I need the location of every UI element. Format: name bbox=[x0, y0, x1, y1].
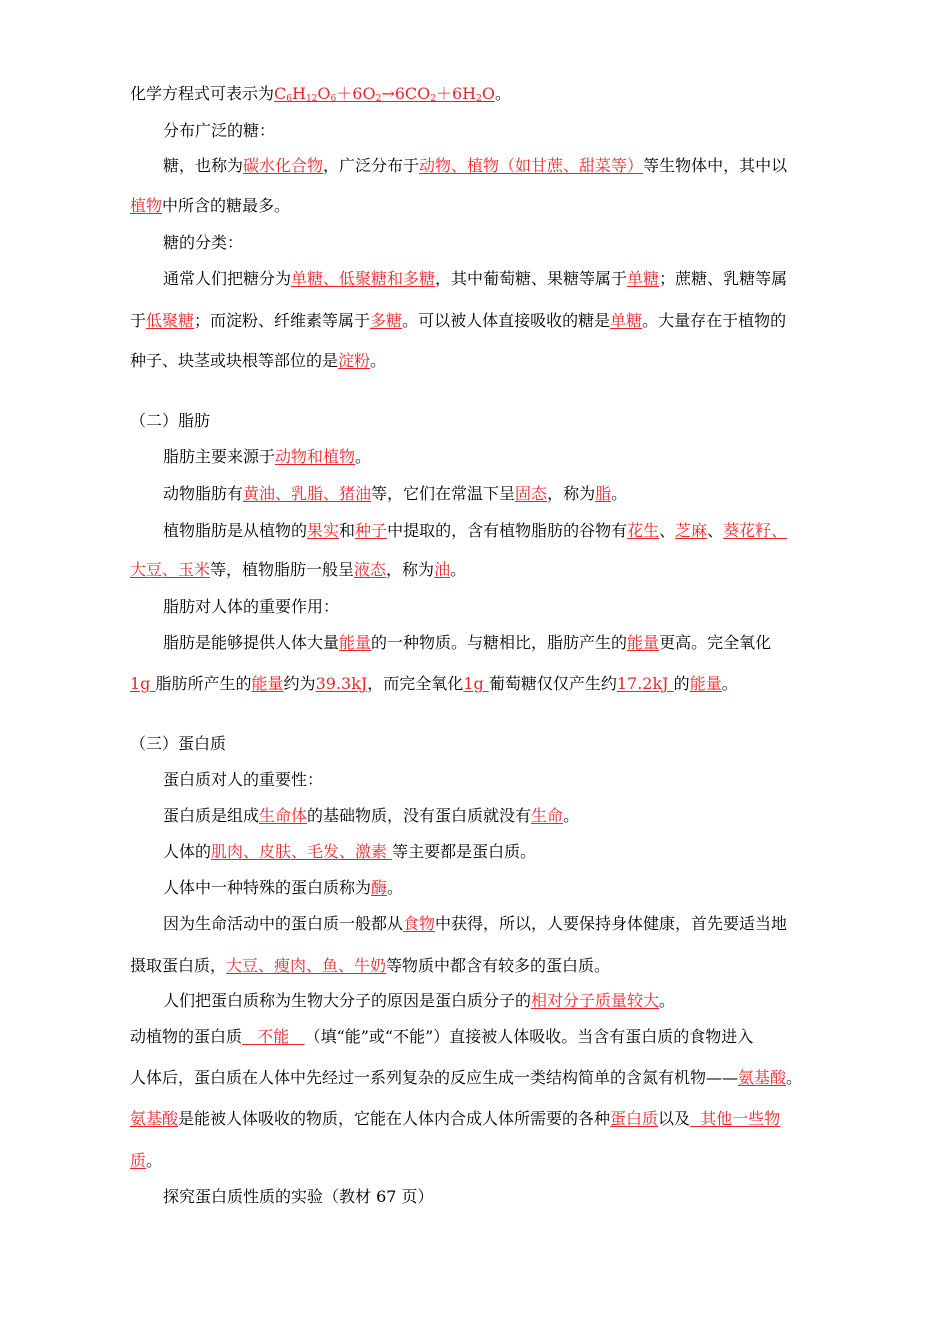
fat-role-title: 脂肪对人体的重要作用： bbox=[163, 597, 340, 616]
answer-blank: 淀粉 bbox=[338, 351, 371, 370]
answer-blank: 单糖 bbox=[627, 269, 660, 288]
answer-blank: 生命体 bbox=[259, 806, 308, 825]
fat-line-6: 1g 脂肪所产生的能量约为39.3kJ，而完全氧化1g 葡萄糖仅仅产生约17.2kJ 的能量。 bbox=[130, 674, 738, 693]
sugar-classification-line-3: 种子、块茎或块根等部位的是淀粉。 bbox=[130, 351, 387, 370]
fat-line-2: 动物脂肪有黄油、乳脂、猪油等，它们在常温下呈固态，称为脂。 bbox=[163, 484, 628, 503]
answer-blank: 种子 bbox=[355, 521, 388, 540]
answer-blank: 花生 bbox=[627, 521, 660, 540]
protein-line-1: 蛋白质是组成生命体的基础物质，没有蛋白质就没有生命。 bbox=[163, 806, 580, 825]
sugar-classification-line-1: 通常人们把糖分为单糖、低聚糖和多糖，其中葡萄糖、果糖等属于单糖；蔗糖、乳糖等属 bbox=[163, 269, 788, 288]
answer-blank: 1g bbox=[130, 674, 156, 693]
protein-line-2: 人体的肌肉、皮肤、毛发、激素 等主要都是蛋白质。 bbox=[163, 842, 537, 861]
answer-blank: 大豆、瘦肉、鱼、牛奶 bbox=[226, 956, 387, 975]
fat-line-4: 大豆、玉米等，植物脂肪一般呈液态，称为油。 bbox=[130, 560, 467, 579]
answer-blank: 油 bbox=[434, 560, 451, 579]
equation-prefix: 化学方程式可表示为 bbox=[130, 84, 275, 103]
answer-blank: 蛋白质 bbox=[610, 1109, 659, 1128]
chemical-equation: $C_6H_{12}O_6+6O_2\to 6CO_2+6H_2O$ bbox=[274, 84, 495, 104]
answer-blank: 氨基酸 bbox=[130, 1109, 179, 1128]
answer-blank: 相对分子质量较大 bbox=[531, 991, 660, 1010]
protein-line-8: 人体后，蛋白质在人体中先经过一系列复杂的反应生成一类结构简单的含氮有机物——氨基酸。 bbox=[130, 1068, 803, 1087]
answer-blank: 能量 bbox=[339, 633, 372, 652]
answer-blank: 多糖 bbox=[370, 311, 403, 330]
equation-line: 化学方程式可表示为$C_6H_{12}O_6+6O_2\to 6CO_2+6H_2O$。 bbox=[130, 84, 512, 104]
answer-blank: 单糖、低聚糖和多糖 bbox=[291, 269, 436, 288]
answer-blank: 能量 bbox=[251, 674, 284, 693]
answer-blank: 动物、植物（如甘蔗、甜菜等） bbox=[419, 156, 644, 175]
fat-heading: （二）脂肪 bbox=[130, 411, 211, 430]
answer-blank: 葵花籽、 bbox=[723, 521, 788, 540]
answer-blank: 单糖 bbox=[610, 311, 643, 330]
experiment-reference: 探究蛋白质性质的实验（教材 67 页） bbox=[163, 1187, 434, 1206]
answer-blank: 其他一些物 bbox=[700, 1109, 781, 1128]
answer-blank: 生命 bbox=[531, 806, 564, 825]
protein-line-4: 因为生命活动中的蛋白质一般都从食物中获得，所以，人要保持身体健康，首先要适当地 bbox=[163, 914, 788, 933]
answer-blank: 食物 bbox=[403, 914, 436, 933]
answer-blank: 碳水化合物 bbox=[243, 156, 324, 175]
answer-blank: 质 bbox=[130, 1151, 147, 1170]
protein-line-5: 摄取蛋白质，大豆、瘦肉、鱼、牛奶等物质中都含有较多的蛋白质。 bbox=[130, 956, 611, 975]
answer-blank: 芝麻 bbox=[675, 521, 708, 540]
protein-line-7: 动植物的蛋白质 不能 （填“能”或“不能”）直接被人体吸收。当含有蛋白质的食物进入 bbox=[130, 1027, 754, 1046]
answer-blank: 氨基酸 bbox=[738, 1068, 787, 1087]
answer-blank: 不能 bbox=[257, 1027, 290, 1046]
answer-blank: 能量 bbox=[689, 674, 722, 693]
answer-blank: 肌肉、皮肤、毛发、激素 bbox=[211, 842, 393, 861]
answer-blank: 脂 bbox=[595, 484, 612, 503]
answer-blank: 低聚糖 bbox=[146, 311, 195, 330]
sugar-distribution-line-1: 糖，也称为碳水化合物，广泛分布于动物、植物（如甘蔗、甜菜等）等生物体中，其中以 bbox=[163, 156, 788, 175]
answer-blank: 17.2kJ bbox=[616, 674, 674, 693]
answer-blank: 酶 bbox=[371, 878, 388, 897]
answer-blank: 动物和植物 bbox=[275, 447, 356, 466]
sugar-distribution-title: 分布广泛的糖： bbox=[163, 121, 276, 140]
protein-heading: （三）蛋白质 bbox=[130, 734, 227, 753]
fat-line-5: 脂肪是能够提供人体大量能量的一种物质。与糖相比，脂肪产生的能量更高。完全氧化 bbox=[163, 633, 772, 652]
answer-blank: 固态 bbox=[515, 484, 548, 503]
answer-blank: 植物 bbox=[130, 196, 163, 215]
sugar-classification-title: 糖的分类： bbox=[163, 233, 244, 252]
protein-line-10: 质。 bbox=[130, 1151, 163, 1170]
protein-line-3: 人体中一种特殊的蛋白质称为酶。 bbox=[163, 878, 404, 897]
answer-blank: 黄油、乳脂、猪油 bbox=[243, 484, 372, 503]
answer-blank: 果实 bbox=[307, 521, 340, 540]
sugar-distribution-line-2: 植物中所含的糖最多。 bbox=[130, 196, 291, 215]
answer-blank: 39.3kJ bbox=[315, 674, 368, 693]
answer-blank: 大豆、玉米 bbox=[130, 560, 211, 579]
fat-line-1: 脂肪主要来源于动物和植物。 bbox=[163, 447, 372, 466]
sugar-classification-line-2: 于低聚糖；而淀粉、纤维素等属于多糖。可以被人体直接吸收的糖是单糖。大量存在于植物的 bbox=[130, 311, 787, 330]
protein-line-9: 氨基酸是能被人体吸收的物质，它能在人体内合成人体所需要的各种蛋白质以及 其他一些物 bbox=[130, 1109, 781, 1128]
protein-line-6: 人们把蛋白质称为生物大分子的原因是蛋白质分子的相对分子质量较大。 bbox=[163, 991, 676, 1010]
answer-blank: 能量 bbox=[627, 633, 660, 652]
protein-importance-title: 蛋白质对人的重要性： bbox=[163, 770, 324, 789]
fat-line-3: 植物脂肪是从植物的果实和种子中提取的，含有植物脂肪的谷物有花生、芝麻、葵花籽、 bbox=[163, 521, 788, 540]
answer-blank: 1g bbox=[463, 674, 489, 693]
answer-blank: 液态 bbox=[354, 560, 387, 579]
